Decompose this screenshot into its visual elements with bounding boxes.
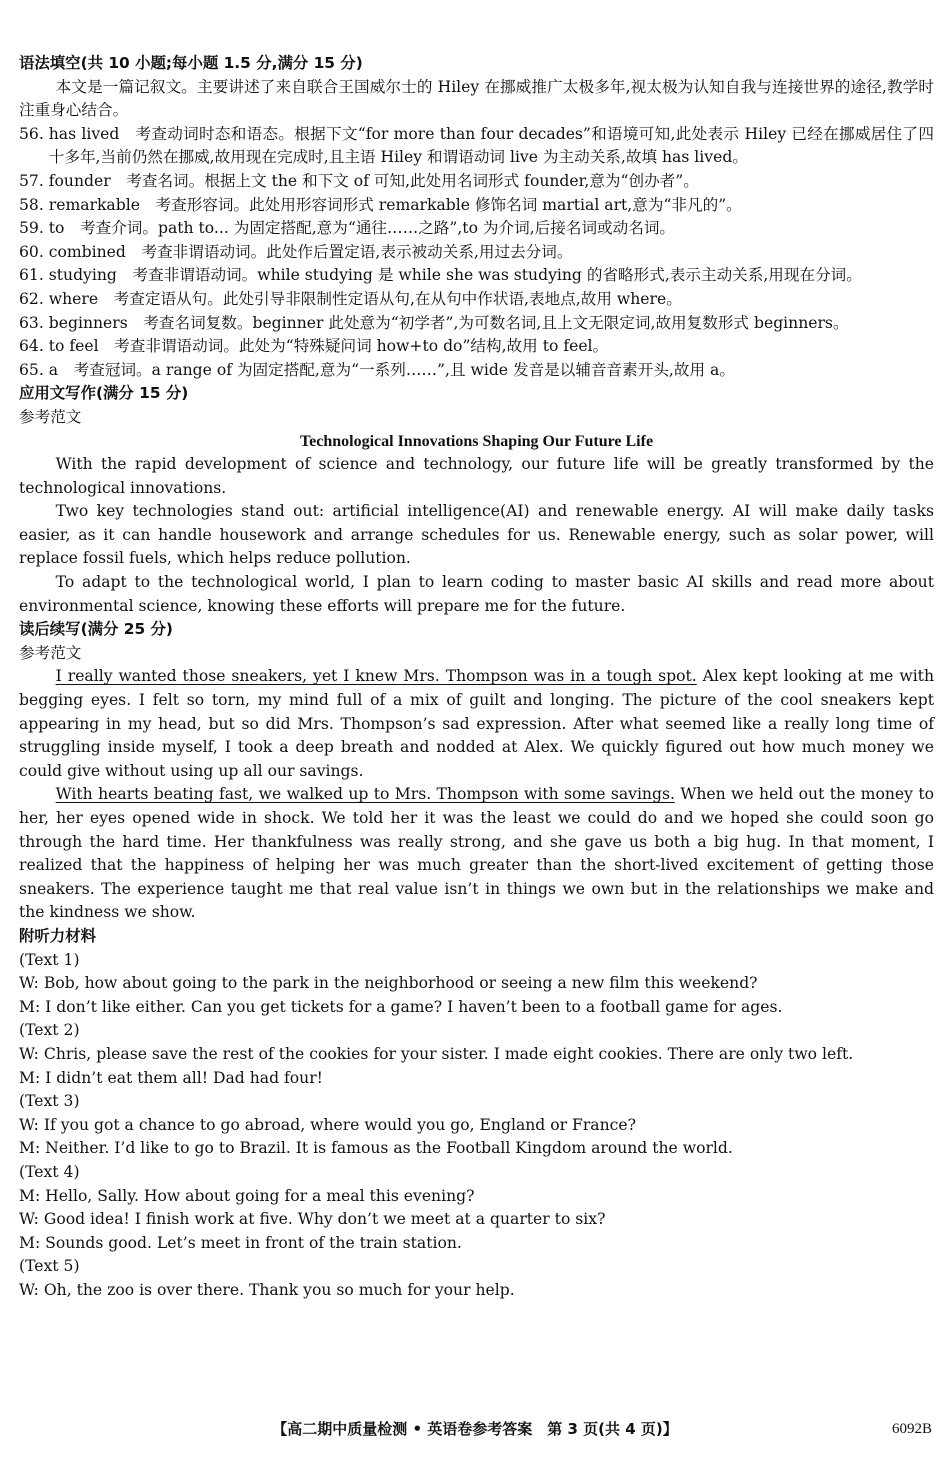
listening-section-header: 附听力材料: [19, 926, 96, 945]
writing-section-header: 应用文写作(满分 15 分): [19, 384, 189, 403]
transcript-line: M: Neither. I’d like to go to Brazil. It is famous as the Football Kingdom around the world.: [19, 1139, 733, 1158]
transcript-line: M: Sounds good. Let’s meet in front of the train station.: [19, 1233, 462, 1252]
answer-item: 61. studying 考查非谓语动词。while studying 是 while she was studying 的省略形式,表示主动关系,用现在分词。: [19, 266, 862, 285]
transcript-line: (Text 3): [19, 1092, 80, 1111]
essay-paragraph: With the rapid development of science and technology, our future life will be greatly transformed by the technological innovations.: [19, 455, 934, 497]
transcript-line: (Text 1): [19, 950, 80, 969]
continuation-ref-label: 参考范文: [19, 643, 82, 662]
transcript-line: W: If you got a chance to go abroad, where would you go, England or France?: [19, 1115, 636, 1134]
answer-item: 62. where 考查定语从句。此处引导非限制性定语从句,在从句中作状语,表地点,故用 where。: [19, 289, 682, 308]
answer-item: 57. founder 考查名词。根据上文 the 和下文 of 可知,此处用名词形式 founder,意为“创办者”。: [19, 171, 699, 190]
grammar-answer-list: [19, 123, 934, 383]
grammar-intro: 本文是一篇记叙文。主要讲述了来自联合王国威尔士的 Hiley 在挪威推广太极多年,视太极为认知自我与连接世界的途径,教学时注重身心结合。: [19, 77, 934, 120]
transcript-line: W: Chris, please save the rest of the cookies for your sister. I made eight cookies. There are only two left.: [19, 1044, 854, 1063]
answer-item: 65. a 考查冠词。a range of 为固定搭配,意为“一系列……”,且 wide 发音是以辅音音素开头,故用 a。: [19, 360, 735, 379]
listening-transcript: [19, 949, 934, 1303]
answer-item: 59. to 考查介词。path to... 为固定搭配,意为“通往……之路”,to 为介词,后接名词或动名词。: [19, 219, 676, 238]
given-opening-sentence: I really wanted those sneakers, yet I knew Mrs. Thompson was in a tough spot.: [55, 667, 697, 686]
transcript-line: W: Good idea! I finish work at five. Why don’t we meet at a quarter to six?: [19, 1210, 606, 1229]
answer-item: 64. to feel 考查非谓语动词。此处为“特殊疑问词 how+to do”结构,故用 to feel。: [19, 337, 609, 356]
continuation-text: Alex kept looking at me with begging eyes. I felt so torn, my mind full of a mix of guilt and longing. The picture of the cool sneakers kept appearing in my head, but so did Mrs. Thompson’s sad expression. After what seemed like a really long time of struggling inside myself, I took a deep breath and nodded at Alex. We quickly figured out how much money we could give without using up all our savings.: [19, 667, 934, 780]
answer-item: 63. beginners 考查名词复数。beginner 此处意为“初学者”,为可数名词,且上文无限定词,故用复数形式 beginners。: [19, 313, 849, 332]
transcript-line: W: Bob, how about going to the park in the neighborhood or seeing a new film this weekend?: [19, 974, 758, 993]
continuation-text: When we held out the money to her, her eyes opened wide in shock. We told her it was the least we could do and we hoped she could soon go through the hard time. Her thankfulness was really strong, and she gave us both a big hug. In that moment, I realized that the happiness of helping her was much greater than the short-lived excitement of getting those sneakers. The experience taught me that real value isn’t in things we own but in the relationships we make and the kindness we show.: [19, 785, 934, 922]
transcript-line: M: Hello, Sally. How about going for a meal this evening?: [19, 1186, 475, 1205]
transcript-line: W: Oh, the zoo is over there. Thank you so much for your help.: [19, 1280, 515, 1299]
footer-title: 【高二期中质量检测 • 英语卷参考答案 第 3 页(共 4 页)】: [272, 1420, 678, 1438]
page-footer: [0, 1418, 950, 1442]
essay-title: Technological Innovations Shaping Our Future Life: [299, 432, 654, 450]
continuation-section-header: 读后续写(满分 25 分): [19, 620, 173, 639]
continuation-paragraph-1: [19, 665, 934, 783]
answer-item: 58. remarkable 考查形容词。此处用形容词形式 remarkable 修饰名词 martial art,意为“非凡的”。: [19, 195, 742, 214]
transcript-line: (Text 2): [19, 1021, 80, 1040]
answer-item: 60. combined 考查非谓语动词。此处作后置定语,表示被动关系,用过去分词。: [19, 242, 573, 261]
transcript-line: M: I don’t like either. Can you get tickets for a game? I haven’t been to a football game for ages.: [19, 997, 783, 1016]
grammar-section-header: 语法填空(共 10 小题;每小题 1.5 分,满分 15 分): [19, 54, 363, 72]
paper-code: 6092B: [891, 1421, 932, 1437]
writing-ref-label: 参考范文: [19, 407, 82, 426]
continuation-paragraph-2: [19, 783, 934, 925]
given-opening-sentence: With hearts beating fast, we walked up to Mrs. Thompson with some savings.: [55, 785, 675, 804]
transcript-line: (Text 4): [19, 1162, 80, 1181]
transcript-line: (Text 5): [19, 1257, 80, 1276]
essay-paragraph: Two key technologies stand out: artificial intelligence(AI) and renewable energy. AI will make daily tasks easier, as it can handle housework and arrange schedules for us. Renewable energy, such as solar power, will replace fossil fuels, which helps reduce pollution.: [19, 502, 934, 568]
transcript-line: M: I didn’t eat them all! Dad had four!: [19, 1068, 323, 1087]
answer-item: 56. has lived 考查动词时态和语态。根据下文“for more than four decades”和语境可知,此处表示 Hiley 已经在挪威居住了四十多年,当前仍然在挪威,故用现在完成时,且主语 Hiley 和谓语动词 live 为主动关系,故填 has lived。: [19, 124, 934, 167]
essay-paragraph: To adapt to the technological world, I plan to learn coding to master basic AI skills and read more about environmental science, knowing these efforts will prepare me for the future.: [19, 573, 934, 615]
